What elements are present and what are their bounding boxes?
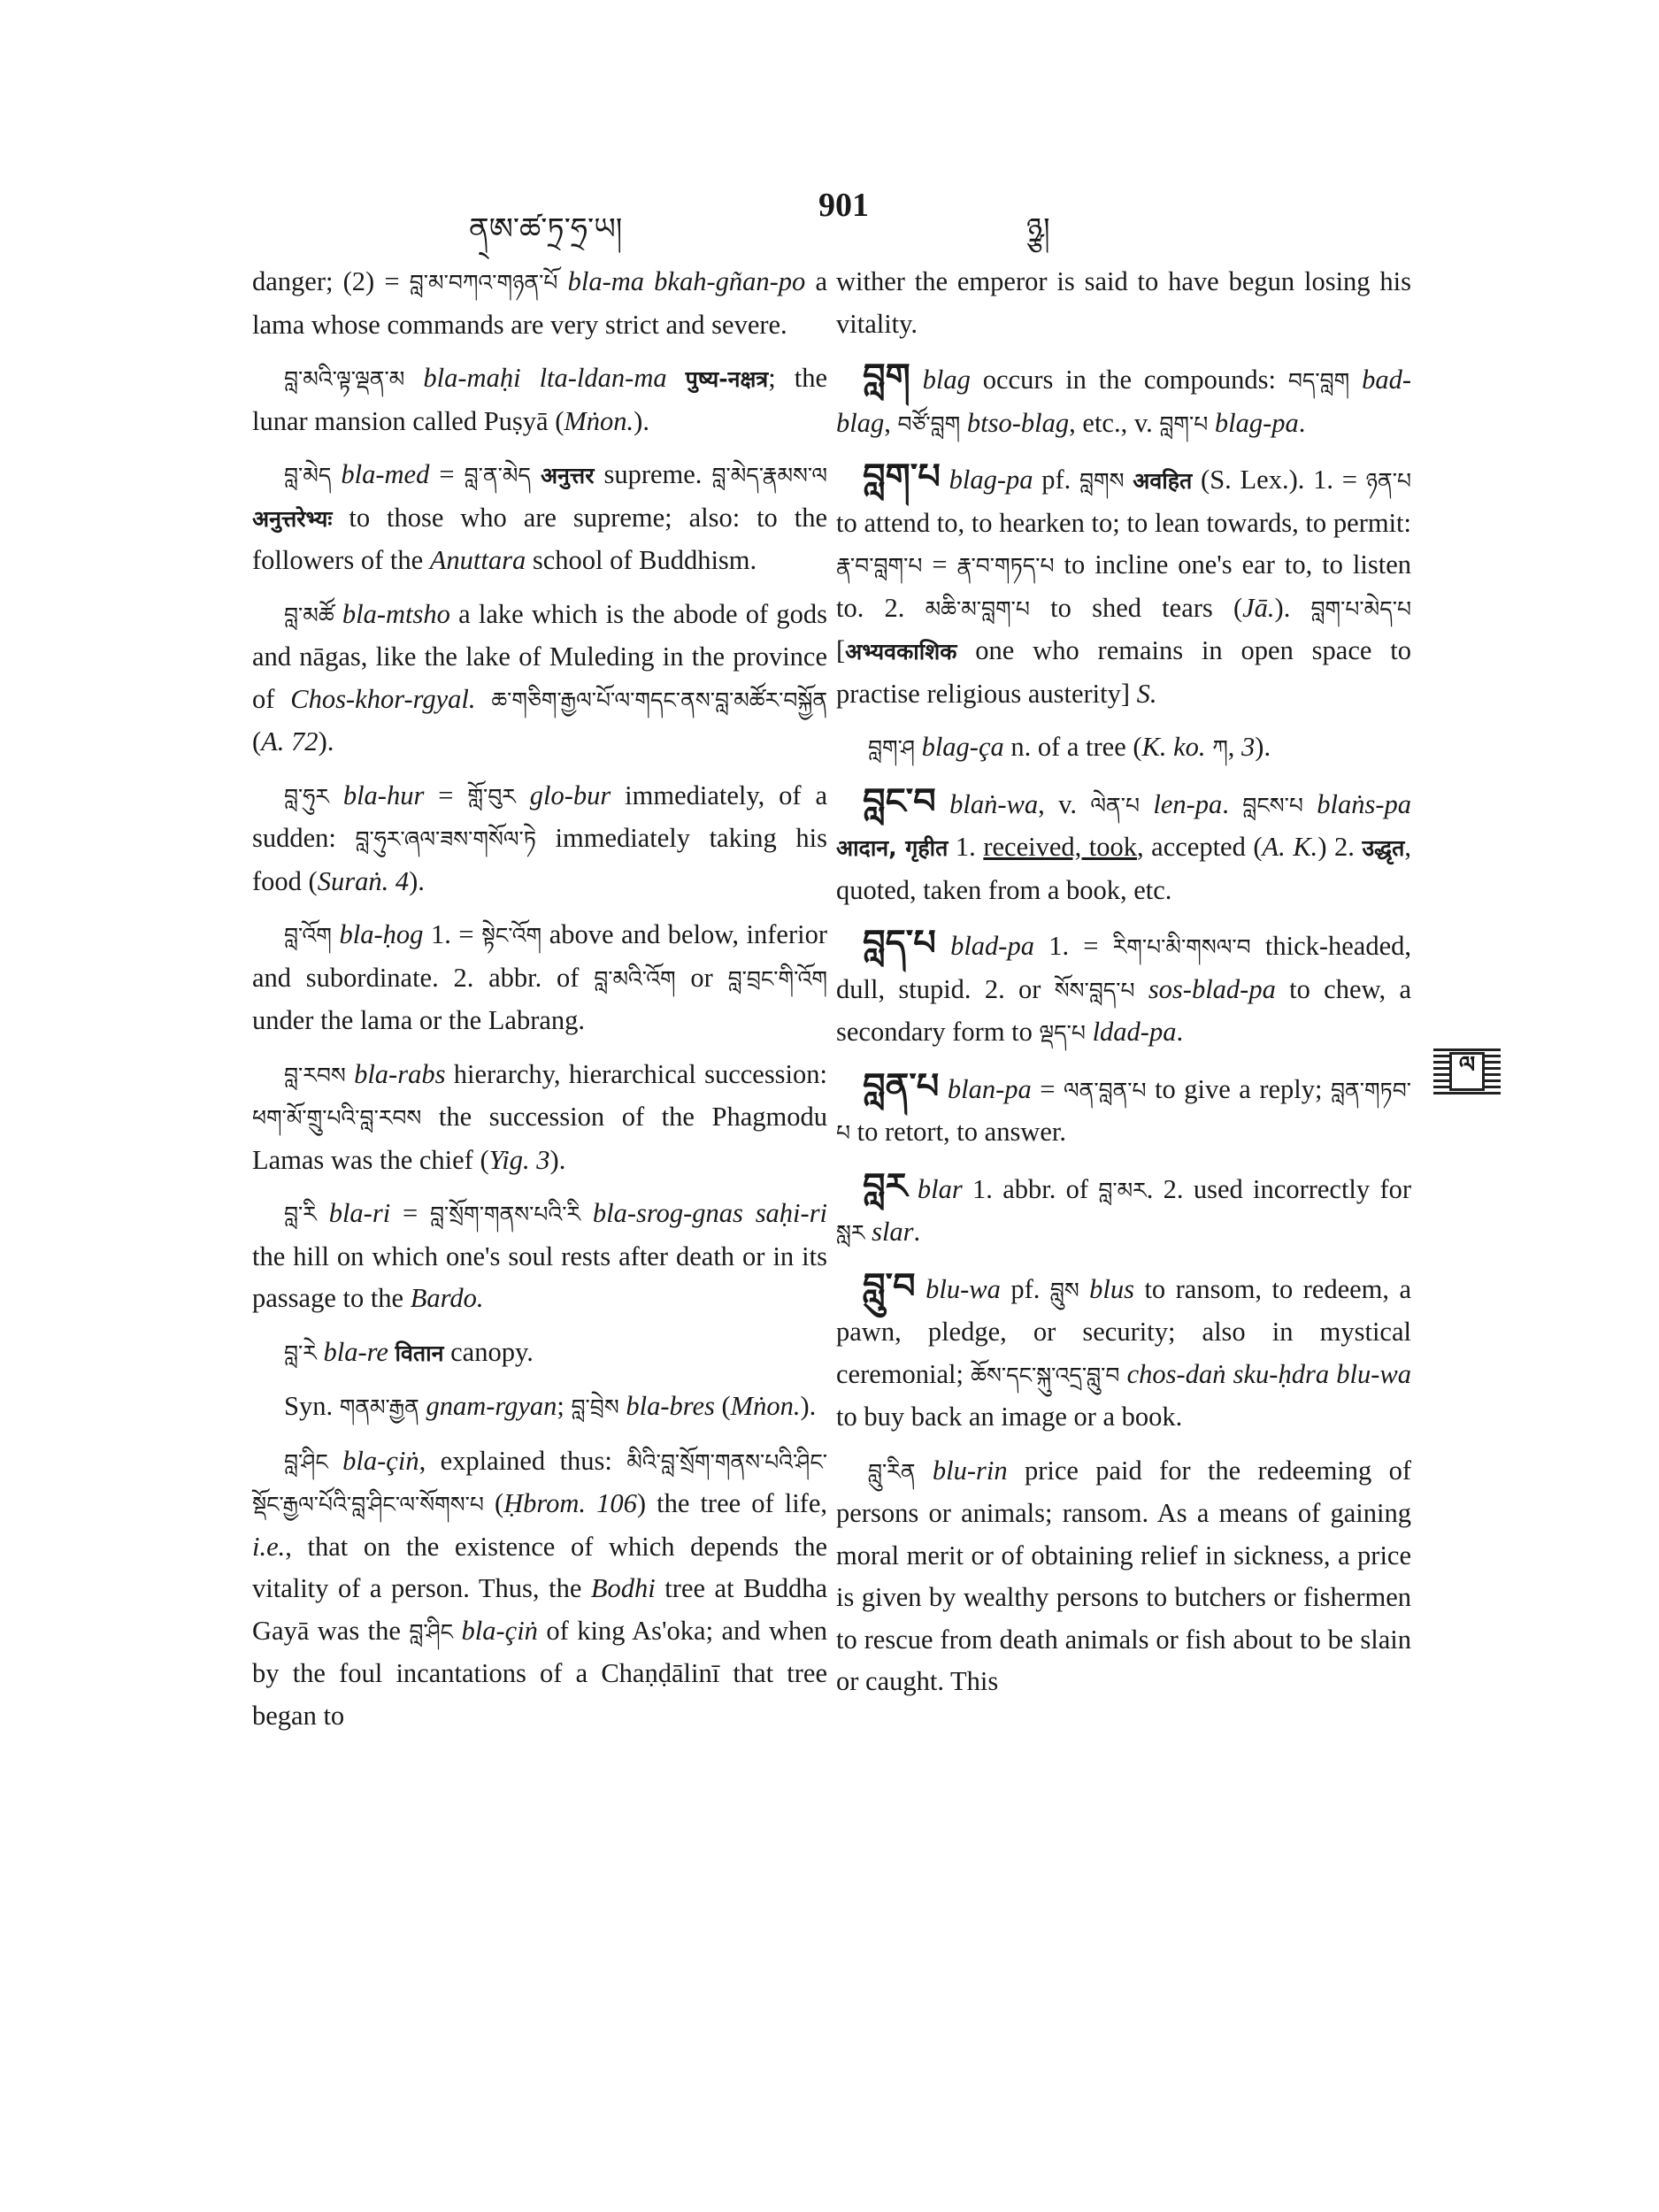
left-column-entry: བླ་འོག bla-ḥog 1. = སྟེང་འོག above and below, inferior and subordinate. 2. abbr. of བླ་མའི་འོག or བླ་བྲང་གི་འོག under the lama or the Labrang. [252, 919, 828, 1035]
left-column-entry: danger; (2) = བླ་མ་བཀའ་གཉན་པོ bla-ma bkah-gñan-po a lama whose commands are very strict and severe. [252, 266, 827, 340]
right-column-entry: བླན་པ blan-pa = ལན་བླན་པ to give a reply; བླན་གཏབ་པ to retort, to answer. [836, 1065, 1412, 1147]
right-column-entry: བླང་བ blaṅ-wa, v. ལེན་པ len-pa. བླངས་པ blaṅs-pa आदान, गृहीत 1. received, took, accepted (A. K.) 2. उद्धृत, quoted, taken from a book, etc. [836, 780, 1412, 905]
left-column [252, 261, 827, 1748]
right-column-entry: བླད་པ blad-pa 1. = རིག་པ་མི་གསལ་བ thick-headed, dull, stupid. 2. or སོས་བླད་པ sos-blad-pa to chew, a secondary form to ལྡད་པ ldad-pa. [836, 923, 1411, 1047]
left-column-entry: Syn. གནམ་རྒྱན gnam-rgyan; བླ་བྲེས bla-bres (Mṅon.). [284, 1391, 817, 1421]
thumb-index-tab [1433, 1048, 1501, 1094]
running-head-right: ཉྩ། [1026, 211, 1050, 247]
right-column-entry: བླུ་རིན blu-rin price paid for the redeeming of persons or animals; ransom. As a means of gaining moral merit or of obtaining relief in sickness, a price is given by wealthy persons to butchers or fishermen to rescue from death animals or fish about to be slain or caught. This [836, 1455, 1412, 1696]
right-column [836, 261, 1411, 1715]
right-column-entry: བླར blar 1. abbr. of བླ་མར. 2. used incorrectly for སླར slar. [836, 1165, 1412, 1247]
right-column-entry: བླག་ཤ blag-ça n. of a tree (K. ko. ཀ, 3). [868, 732, 1271, 762]
left-column-entry: བླ་རི bla-ri = བླ་སྲོག་གནས་པའི་རི bla-srog-gnas saḥi-ri the hill on which one's soul rests after death or in its passage to the Bardo. [252, 1198, 828, 1313]
left-column-entry: བླ་ཤིང bla-çiṅ, explained thus: མིའི་བླ་སྲོག་གནས་པའི་ཤིང་སྡོང་རྒྱལ་པོའི་བླ་ཤིང་ལ་སོགས་པ (Ḥbrom. 106) the tree of life, i.e., that on the existence of which depends the vitality of a person. Thus, the Bodhi tree at Buddha Gayā was the བླ་ཤིང bla-çiṅ of king As'oka; and when by the foul incantations of a Chaṇḍālinī that tree began to [252, 1445, 828, 1731]
page-header [0, 177, 1659, 248]
running-head-left: ན྄ཨ་ཚ་ཏྲ་ཧྲ་ཡ། [469, 211, 623, 247]
right-column-entry: བླག blag occurs in the compounds: བད་བླག bad-blag, བཙོ་བླག btso-blag, etc., v. བླག་པ blag-pa. [836, 357, 1412, 438]
page-number: 901 [818, 187, 869, 224]
left-column-entry: བླ་མེད bla-med = བླ་ན་མེད अनुत्तर supreme. བླ་མེད་རྣམས་ལ अनुत्तरेभ्यः to those who are supreme; also: to the followers of the Anuttara school of Buddhism. [252, 459, 828, 575]
left-column-entry: བླ་རེ bla-re वितान canopy. [284, 1336, 534, 1367]
right-column-entry: བླུ་བ blu-wa pf. བླུས blus to ransom, to redeem, a pawn, pledge, or security; also in mystical ceremonial; ཆོས་དང་སྐུ་འདྲ་བླུ་བ chos-daṅ sku-ḥdra blu-wa to buy back an image or a book. [836, 1265, 1412, 1432]
right-column-entry: wither the emperor is said to have begun losing his vitality. [836, 266, 1411, 339]
left-column-entry: བླ་མཚོ bla-mtsho a lake which is the abode of gods and nāgas, like the lake of Muleding in the province of Chos-khor-rgyal. ཆ་གཅིག་རྒྱལ་པོ་ལ་གདང་ནས་བླ་མཚོར་བསྐྱོན (A. 72). [252, 598, 827, 757]
thumb-index-letter: ལ [1449, 1052, 1485, 1091]
right-column-entry: བླག་པ blag-pa pf. བླགས अवहित (S. Lex.). 1. = ཉན་པ to attend to, to hearken to; to lean towards, to permit: རྣ་བ་བླག་པ = རྣ་བ་གཏད་པ to incline one's ear to, to listen to. 2. མཆི་མ་བླག་པ to shed tears (Jā.). བླག་པ་མེད་པ [अभ्यवकाशिक one who remains in open space to practise religious austerity] S. [836, 457, 1411, 709]
left-column-entry: བླ་རབས bla-rabs hierarchy, hierarchical succession: ཕག་མོ་གྲུ་པའི་བླ་རབས the succession of the Phagmodu Lamas was the chief (Yig. 3). [252, 1058, 828, 1175]
left-column-entry: བླ་མའི་ལྟ་ལྡན་མ bla-maḥi lta-ldan-ma पुष्य-नक्षत्र; the lunar mansion called Puṣyā (Mṅon.). [252, 363, 827, 436]
left-column-entry: བླ་ཧུར bla-hur = གློ་བུར glo-bur immediately, of a sudden: བླ་ཧུར་ཞལ་ཟས་གསོལ་ཏེ immediately taking his food (Suraṅ. 4). [252, 780, 828, 896]
